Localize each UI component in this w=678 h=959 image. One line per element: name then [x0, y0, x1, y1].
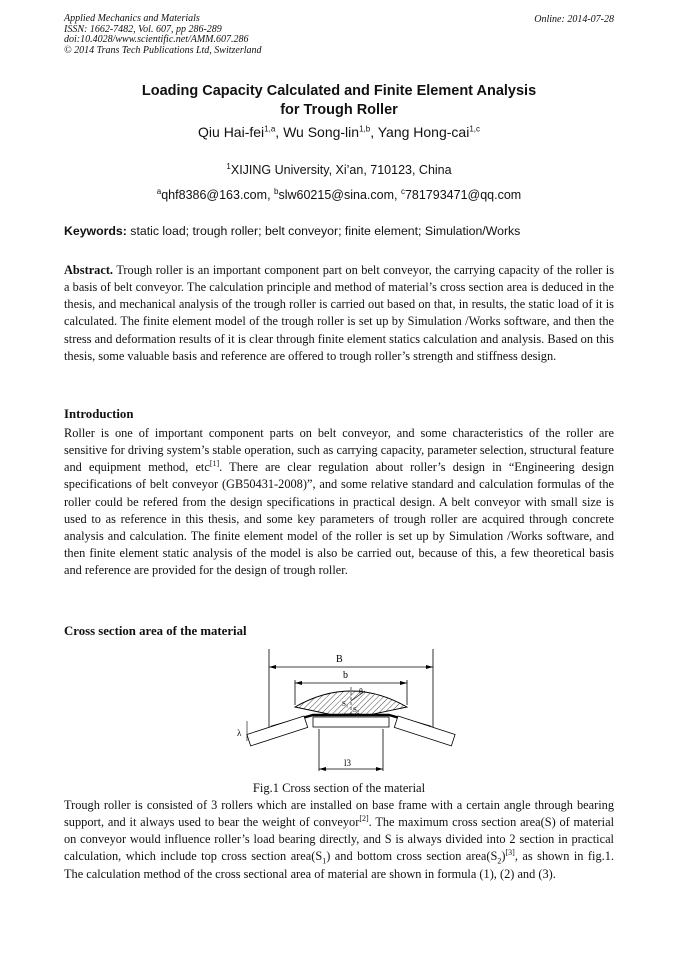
- cs-text-3: ) and bottom cross section area(S: [326, 849, 498, 864]
- abstract-label: Abstract.: [64, 263, 114, 277]
- author-sup: 1,b: [359, 124, 371, 134]
- label-s2: S₂: [353, 706, 360, 714]
- keywords-text: static load; trough roller; belt conveyor; finite element; Simulation/Works: [130, 224, 521, 238]
- right-roller: [394, 716, 455, 746]
- figure-1-cross-section: [237, 645, 465, 777]
- label-s1: S₁: [342, 700, 349, 708]
- paper-title: [0, 82, 678, 120]
- journal-name: Applied Mechanics and Materials: [64, 13, 200, 24]
- cs-text-1: Trough roller is consisted of 3 rollers which are installed on base frame with a certain angle through bearing support, and it always used to bear the weight of conveyor: [64, 798, 614, 830]
- affiliation: [0, 163, 678, 177]
- cross-section-heading: Cross section area of the material: [64, 624, 247, 638]
- email-link[interactable]: slw60215@sina.com: [278, 188, 394, 202]
- cs-text-4: ): [501, 849, 506, 864]
- title-line-2: for Trough Roller: [280, 102, 398, 118]
- introduction-paragraph: [64, 425, 614, 579]
- email-list: $^a$qhf8386@163.com, $^b$slw60215@sina.com, $^c$781793471@qq.com: [156, 186, 522, 202]
- subscript-2: 2: [497, 856, 502, 866]
- email-sup: b: [274, 186, 279, 196]
- label-b: b: [343, 670, 348, 681]
- abstract-text: Trough roller is an important component part on belt conveyor, the carrying capacity of the roller is a basis of belt conveyor. The calculation principle and method of material’s cross section area is deduced in the thesis, and mechanical analysis of the trough roller is carried out based on that, in results, the static load of it is calculated. The finite element model of the trough roller is set up by Simulation /Works software, and then the stress and deformation results of it is clear through finite element statics calculation and analysis. Based on this thesis, some valuable basis and reference are offered to trough roller’s strength and stiffness design.: [64, 263, 614, 363]
- arrow-icon: [319, 767, 326, 771]
- doi-line: doi:10.4028/www.scientific.net/AMM.607.286: [64, 34, 249, 46]
- intro-text-2: . There are clear regulation about roller’s design in “Engineering design specifications of belt conveyor (GB50431-2008)”, and some relative standard and calculation formulas of the roller could be refered from the design specifications in practical design. A belt conveyor with small size is used to as reference in this thesis, and some key parameters of trough roller are acquired through concrete analysis and calculation. The finite element model of the roller is set up by Simulation /Works software, and then finite element static analysis of the model is also be carried out, because of this, a few theoretical basis and reference are provided for the design of trough roller.: [64, 460, 614, 578]
- center-roller: [313, 717, 389, 727]
- journal-header: [64, 14, 262, 56]
- figure-caption: Fig.1 Cross section of the material: [252, 781, 426, 795]
- label-lambda: λ: [237, 728, 242, 738]
- arrow-icon: [426, 665, 433, 669]
- keywords: [64, 224, 520, 238]
- intro-text-1: Roller is one of important component parts on belt conveyor, and some characteristics of the roller are sensitive for driving system’s stable operation, such as carrying capacity, parameter selection, structural feature and equipment method, etc: [64, 426, 614, 475]
- keywords-label: Keywords:: [64, 224, 127, 238]
- author-sup: 1,c: [469, 124, 480, 134]
- arrow-icon: [269, 665, 276, 669]
- cs-text-2: . The maximum cross section area(S) of material on conveyor would influence roller’s load bearing directly, and S is always divided into 2 section in practical calculation, which include top cross section area(S: [64, 815, 614, 864]
- author-sup: 1,a: [264, 124, 276, 134]
- email-link[interactable]: qhf8386@163.com: [161, 188, 268, 202]
- copyright-line: © 2014 Trans Tech Publications Ltd, Switzerland: [64, 44, 262, 56]
- issn-line: ISSN: 1662-7482, Vol. 607, pp 286-289: [64, 23, 222, 35]
- subscript-1: 1: [322, 856, 327, 866]
- label-theta: θ: [359, 687, 363, 696]
- cross-section-paragraph: [64, 797, 614, 883]
- introduction-heading: Introduction: [64, 407, 134, 421]
- author-name: Yang Hong-cai: [377, 124, 470, 140]
- author-list: Qiu Hai-fei$^{1,a}$, Wu Song-lin$^{1,b}$, Yang Hong-cai$^{1,c}$: [198, 124, 480, 140]
- arrow-icon: [295, 681, 302, 685]
- email-sup: c: [400, 186, 405, 196]
- citation-1[interactable]: [1]: [209, 459, 220, 469]
- online-date: Online: 2014-07-28: [534, 14, 614, 25]
- label-B: B: [336, 654, 343, 665]
- abstract: [64, 262, 614, 365]
- affiliation-text: XIJING University, Xi’an, 710123, China: [230, 163, 452, 177]
- email-link[interactable]: 781793471@qq.com: [404, 188, 522, 202]
- title-line-1: Loading Capacity Calculated and Finite Element Analysis: [141, 83, 537, 99]
- arrow-icon: [376, 767, 383, 771]
- affiliation-sup: 1: [226, 161, 231, 171]
- email-sup: a: [156, 186, 162, 196]
- citation-2[interactable]: [2]: [359, 814, 369, 824]
- cs-text-5: , as shown in fig.1. The calculation method of the cross sectional area of material are shown in formula (1), (2) and (3).: [64, 849, 614, 881]
- citation-3[interactable]: [3]: [505, 848, 515, 858]
- author-name: Wu Song-lin: [283, 124, 360, 140]
- left-roller: [247, 716, 308, 746]
- arrow-icon: [400, 681, 407, 685]
- author-name: Qiu Hai-fei: [198, 124, 265, 140]
- label-l3: l3: [344, 758, 352, 768]
